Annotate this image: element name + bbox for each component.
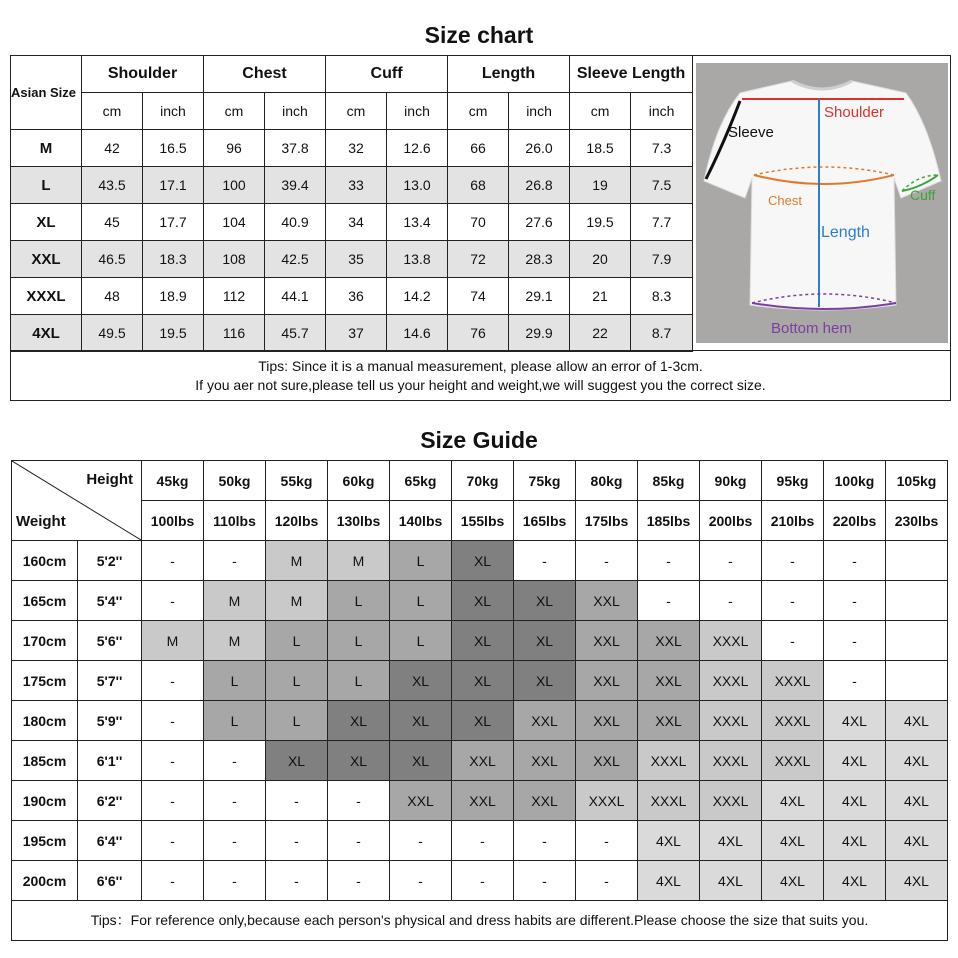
size-value: 48: [82, 278, 143, 315]
size-suggestion-cell: 4XL: [824, 781, 886, 821]
size-suggestion-cell: M: [142, 621, 204, 661]
size-value: 35: [326, 241, 387, 278]
size-suggestion-cell: 4XL: [638, 821, 700, 861]
weight-lbs-header: 210lbs: [762, 501, 824, 541]
unit-cm: cm: [204, 93, 265, 130]
size-suggestion-cell: -: [266, 781, 328, 821]
column-header: Shoulder: [82, 56, 204, 93]
weight-kg-header: 75kg: [514, 461, 576, 501]
size-value: 17.7: [143, 204, 204, 241]
column-header: Chest: [204, 56, 326, 93]
weight-kg-header: 50kg: [204, 461, 266, 501]
size-label: L: [11, 167, 82, 204]
size-value: 36: [326, 278, 387, 315]
height-row: [12, 621, 948, 661]
size-suggestion-cell: XXL: [638, 621, 700, 661]
size-suggestion-cell: XL: [328, 701, 390, 741]
weight-kg-header: 70kg: [452, 461, 514, 501]
tips-line-1: Tips: Since it is a manual measurement, please allow an error of 1-3cm.: [258, 358, 703, 374]
size-suggestion-cell: [886, 661, 948, 701]
size-suggestion-cell: L: [266, 661, 328, 701]
size-suggestion-cell: XL: [452, 701, 514, 741]
size-value: 46.5: [82, 241, 143, 278]
size-suggestion-cell: XXL: [576, 661, 638, 701]
size-value: 37.8: [265, 130, 326, 167]
shoulder-label: Shoulder: [824, 104, 885, 121]
size-value: 7.7: [631, 204, 693, 241]
size-value: 66: [448, 130, 509, 167]
size-suggestion-cell: -: [390, 861, 452, 901]
height-ft: 6'6'': [78, 861, 142, 901]
size-value: 18.5: [570, 130, 631, 167]
unit-inch: inch: [387, 93, 448, 130]
height-label: Height: [86, 471, 133, 488]
height-row: [12, 661, 948, 701]
size-suggestion-cell: -: [576, 541, 638, 581]
size-suggestion-cell: [886, 581, 948, 621]
size-suggestion-cell: 4XL: [762, 861, 824, 901]
size-suggestion-cell: XXXL: [762, 701, 824, 741]
size-chart-title: Size chart: [424, 22, 534, 48]
size-row: [11, 278, 693, 315]
size-value: 116: [204, 315, 265, 352]
size-suggestion-cell: -: [514, 861, 576, 901]
size-suggestion-cell: M: [266, 581, 328, 621]
size-suggestion-cell: XL: [452, 621, 514, 661]
size-suggestion-cell: XXXL: [700, 621, 762, 661]
size-value: 26.8: [509, 167, 570, 204]
asian-size-header: Asian Size: [11, 56, 82, 130]
size-suggestion-cell: 4XL: [700, 861, 762, 901]
size-suggestion-cell: [886, 541, 948, 581]
bottom-hem-label: Bottom hem: [771, 320, 852, 337]
height-cm: 175cm: [12, 661, 78, 701]
weight-kg-header: 45kg: [142, 461, 204, 501]
size-value: 40.9: [265, 204, 326, 241]
size-suggestion-cell: XL: [390, 661, 452, 701]
size-suggestion-cell: M: [204, 581, 266, 621]
height-row: [12, 581, 948, 621]
weight-kg-header: 60kg: [328, 461, 390, 501]
size-label: XXL: [11, 241, 82, 278]
size-suggestion-cell: L: [204, 661, 266, 701]
size-suggestion-cell: XXL: [514, 781, 576, 821]
height-row: [12, 781, 948, 821]
size-suggestion-cell: L: [328, 581, 390, 621]
size-suggestion-cell: XXL: [452, 781, 514, 821]
weight-lbs-header: 230lbs: [886, 501, 948, 541]
weight-kg-header: 55kg: [266, 461, 328, 501]
size-suggestion-cell: -: [638, 581, 700, 621]
weight-lbs-header: 175lbs: [576, 501, 638, 541]
size-value: 68: [448, 167, 509, 204]
size-suggestion-cell: XXL: [576, 741, 638, 781]
size-value: 18.3: [143, 241, 204, 278]
column-header: Cuff: [326, 56, 448, 93]
height-ft: 5'7'': [78, 661, 142, 701]
size-suggestion-cell: 4XL: [824, 701, 886, 741]
size-suggestion-cell: -: [204, 861, 266, 901]
size-value: 74: [448, 278, 509, 315]
size-suggestion-cell: -: [762, 541, 824, 581]
size-suggestion-cell: 4XL: [886, 741, 948, 781]
size-suggestion-cell: -: [204, 741, 266, 781]
size-suggestion-cell: -: [266, 861, 328, 901]
size-value: 108: [204, 241, 265, 278]
height-cm: 180cm: [12, 701, 78, 741]
length-label: Length: [821, 224, 870, 241]
size-suggestion-cell: XXXL: [700, 661, 762, 701]
size-suggestion-cell: 4XL: [824, 741, 886, 781]
size-suggestion-cell: -: [328, 821, 390, 861]
size-value: 34: [326, 204, 387, 241]
weight-lbs-header: 110lbs: [204, 501, 266, 541]
size-value: 7.3: [631, 130, 693, 167]
height-ft: 6'2'': [78, 781, 142, 821]
size-guide-tips-text: Tips：For reference only,because each person's physical and dress habits are different.Please choose the size that suits you.: [90, 912, 869, 928]
size-suggestion-cell: 4XL: [886, 701, 948, 741]
size-label: M: [11, 130, 82, 167]
size-value: 28.3: [509, 241, 570, 278]
weight-kg-header: 105kg: [886, 461, 948, 501]
size-suggestion-cell: XXL: [576, 581, 638, 621]
height-row: [12, 821, 948, 861]
size-guide-tips: [11, 900, 948, 941]
weight-lbs-header: 165lbs: [514, 501, 576, 541]
size-suggestion-cell: -: [638, 541, 700, 581]
size-suggestion-cell: XL: [452, 661, 514, 701]
size-suggestion-cell: 4XL: [700, 821, 762, 861]
size-suggestion-cell: XXL: [452, 741, 514, 781]
size-value: 37: [326, 315, 387, 352]
size-value: 8.3: [631, 278, 693, 315]
size-suggestion-cell: -: [142, 701, 204, 741]
size-value: 49.5: [82, 315, 143, 352]
height-row: [12, 701, 948, 741]
size-value: 12.6: [387, 130, 448, 167]
size-chart-tips: [10, 350, 951, 401]
size-value: 14.6: [387, 315, 448, 352]
size-suggestion-cell: L: [204, 701, 266, 741]
size-suggestion-cell: -: [204, 781, 266, 821]
size-suggestion-cell: -: [824, 541, 886, 581]
height-cm: 195cm: [12, 821, 78, 861]
size-value: 18.9: [143, 278, 204, 315]
height-cm: 160cm: [12, 541, 78, 581]
size-suggestion-cell: -: [576, 821, 638, 861]
size-suggestion-cell: -: [328, 781, 390, 821]
column-header: Sleeve Length: [570, 56, 693, 93]
height-ft: 5'2'': [78, 541, 142, 581]
size-value: 43.5: [82, 167, 143, 204]
size-value: 76: [448, 315, 509, 352]
size-suggestion-cell: XXL: [390, 781, 452, 821]
size-guide-title: Size Guide: [420, 427, 538, 453]
size-suggestion-cell: L: [390, 541, 452, 581]
size-row: [11, 315, 693, 352]
size-suggestion-cell: XXL: [638, 661, 700, 701]
size-value: 14.2: [387, 278, 448, 315]
size-chart-unit-row: [11, 93, 693, 130]
size-suggestion-cell: -: [142, 541, 204, 581]
size-suggestion-cell: -: [142, 781, 204, 821]
height-weight-corner: [12, 461, 142, 541]
unit-cm: cm: [82, 93, 143, 130]
weight-lbs-header: 120lbs: [266, 501, 328, 541]
size-guide-table: [11, 460, 948, 901]
size-suggestion-cell: XXXL: [700, 781, 762, 821]
size-value: 19.5: [143, 315, 204, 352]
size-suggestion-cell: -: [142, 661, 204, 701]
size-suggestion-cell: M: [266, 541, 328, 581]
size-value: 45: [82, 204, 143, 241]
size-suggestion-cell: XXXL: [638, 741, 700, 781]
size-suggestion-cell: XXL: [514, 741, 576, 781]
tips-line-2: If you aer not sure,please tell us your height and weight,we will suggest you the correct size.: [195, 377, 766, 393]
size-suggestion-cell: -: [700, 541, 762, 581]
size-suggestion-cell: 4XL: [638, 861, 700, 901]
size-value: 27.6: [509, 204, 570, 241]
height-ft: 5'9'': [78, 701, 142, 741]
size-row: [11, 130, 693, 167]
size-label: 4XL: [11, 315, 82, 352]
size-suggestion-cell: 4XL: [762, 781, 824, 821]
size-suggestion-cell: -: [824, 581, 886, 621]
tshirt-measurement-diagram: [696, 63, 948, 343]
size-suggestion-cell: 4XL: [762, 821, 824, 861]
unit-inch: inch: [631, 93, 693, 130]
size-suggestion-cell: -: [514, 541, 576, 581]
unit-cm: cm: [570, 93, 631, 130]
size-suggestion-cell: -: [266, 821, 328, 861]
size-suggestion-cell: -: [762, 621, 824, 661]
size-guide-lbs-row: [12, 501, 948, 541]
size-value: 70: [448, 204, 509, 241]
size-suggestion-cell: [886, 621, 948, 661]
size-suggestion-cell: XXXL: [700, 741, 762, 781]
size-suggestion-cell: -: [142, 581, 204, 621]
size-suggestion-cell: -: [824, 621, 886, 661]
size-suggestion-cell: XL: [514, 661, 576, 701]
unit-inch: inch: [265, 93, 326, 130]
size-value: 20: [570, 241, 631, 278]
height-cm: 170cm: [12, 621, 78, 661]
weight-kg-header: 85kg: [638, 461, 700, 501]
size-value: 21: [570, 278, 631, 315]
size-label: XL: [11, 204, 82, 241]
size-suggestion-cell: XL: [328, 741, 390, 781]
height-row: [12, 541, 948, 581]
height-cm: 185cm: [12, 741, 78, 781]
unit-inch: inch: [509, 93, 570, 130]
height-ft: 6'4'': [78, 821, 142, 861]
size-value: 100: [204, 167, 265, 204]
size-value: 29.1: [509, 278, 570, 315]
size-suggestion-cell: XL: [514, 621, 576, 661]
height-row: [12, 861, 948, 901]
chest-label: Chest: [768, 193, 802, 208]
size-row: [11, 241, 693, 278]
size-value: 42.5: [265, 241, 326, 278]
size-value: 8.7: [631, 315, 693, 352]
size-value: 42: [82, 130, 143, 167]
weight-kg-header: 100kg: [824, 461, 886, 501]
size-suggestion-cell: -: [762, 581, 824, 621]
size-suggestion-cell: L: [266, 701, 328, 741]
size-value: 26.0: [509, 130, 570, 167]
height-ft: 6'1'': [78, 741, 142, 781]
unit-cm: cm: [448, 93, 509, 130]
height-row: [12, 741, 948, 781]
weight-kg-header: 95kg: [762, 461, 824, 501]
size-value: 32: [326, 130, 387, 167]
size-value: 13.0: [387, 167, 448, 204]
weight-lbs-header: 220lbs: [824, 501, 886, 541]
size-suggestion-cell: XL: [452, 541, 514, 581]
size-value: 7.5: [631, 167, 693, 204]
size-suggestion-cell: 4XL: [886, 821, 948, 861]
size-suggestion-cell: -: [452, 861, 514, 901]
weight-lbs-header: 130lbs: [328, 501, 390, 541]
unit-cm: cm: [326, 93, 387, 130]
weight-lbs-header: 100lbs: [142, 501, 204, 541]
size-value: 96: [204, 130, 265, 167]
column-header: Length: [448, 56, 570, 93]
size-value: 72: [448, 241, 509, 278]
size-chart-table: [10, 55, 693, 352]
size-guide-kg-row: [12, 461, 948, 501]
size-chart-header-row: [11, 56, 693, 93]
height-cm: 165cm: [12, 581, 78, 621]
size-value: 33: [326, 167, 387, 204]
size-value: 17.1: [143, 167, 204, 204]
size-suggestion-cell: L: [328, 661, 390, 701]
size-suggestion-cell: -: [328, 861, 390, 901]
size-suggestion-cell: XXXL: [762, 741, 824, 781]
size-suggestion-cell: L: [266, 621, 328, 661]
size-value: 39.4: [265, 167, 326, 204]
size-suggestion-cell: 4XL: [886, 781, 948, 821]
weight-label: Weight: [16, 513, 66, 530]
size-suggestion-cell: XXL: [576, 621, 638, 661]
size-suggestion-cell: -: [390, 821, 452, 861]
size-suggestion-cell: 4XL: [824, 821, 886, 861]
size-suggestion-cell: 4XL: [824, 861, 886, 901]
size-suggestion-cell: -: [452, 821, 514, 861]
size-suggestion-cell: XXL: [638, 701, 700, 741]
size-row: [11, 204, 693, 241]
size-suggestion-cell: XXL: [576, 701, 638, 741]
weight-lbs-header: 185lbs: [638, 501, 700, 541]
size-suggestion-cell: XXXL: [576, 781, 638, 821]
size-value: 29.9: [509, 315, 570, 352]
height-ft: 5'6'': [78, 621, 142, 661]
size-value: 19.5: [570, 204, 631, 241]
weight-kg-header: 90kg: [700, 461, 762, 501]
size-suggestion-cell: M: [204, 621, 266, 661]
size-suggestion-cell: XXXL: [762, 661, 824, 701]
size-suggestion-cell: -: [204, 821, 266, 861]
size-suggestion-cell: -: [576, 861, 638, 901]
size-suggestion-cell: XXXL: [700, 701, 762, 741]
weight-kg-header: 80kg: [576, 461, 638, 501]
sleeve-label: Sleeve: [728, 124, 774, 141]
size-value: 112: [204, 278, 265, 315]
size-value: 7.9: [631, 241, 693, 278]
size-suggestion-cell: L: [328, 621, 390, 661]
size-value: 13.4: [387, 204, 448, 241]
size-suggestion-cell: XL: [452, 581, 514, 621]
height-cm: 190cm: [12, 781, 78, 821]
cuff-label: Cuff: [910, 187, 936, 203]
size-suggestion-cell: XL: [266, 741, 328, 781]
size-label: XXXL: [11, 278, 82, 315]
height-cm: 200cm: [12, 861, 78, 901]
weight-kg-header: 65kg: [390, 461, 452, 501]
size-suggestion-cell: -: [142, 861, 204, 901]
size-suggestion-cell: -: [824, 661, 886, 701]
size-value: 104: [204, 204, 265, 241]
size-row: [11, 167, 693, 204]
size-value: 13.8: [387, 241, 448, 278]
weight-lbs-header: 200lbs: [700, 501, 762, 541]
size-value: 45.7: [265, 315, 326, 352]
size-suggestion-cell: XL: [514, 581, 576, 621]
size-suggestion-cell: -: [514, 821, 576, 861]
size-suggestion-cell: L: [390, 621, 452, 661]
size-suggestion-cell: XXL: [514, 701, 576, 741]
size-value: 19: [570, 167, 631, 204]
size-suggestion-cell: -: [700, 581, 762, 621]
size-suggestion-cell: M: [328, 541, 390, 581]
height-ft: 5'4'': [78, 581, 142, 621]
size-suggestion-cell: XXXL: [638, 781, 700, 821]
size-value: 22: [570, 315, 631, 352]
size-suggestion-cell: L: [390, 581, 452, 621]
unit-inch: inch: [143, 93, 204, 130]
size-suggestion-cell: XL: [390, 701, 452, 741]
size-value: 16.5: [143, 130, 204, 167]
size-value: 44.1: [265, 278, 326, 315]
weight-lbs-header: 140lbs: [390, 501, 452, 541]
size-suggestion-cell: -: [142, 821, 204, 861]
size-suggestion-cell: 4XL: [886, 861, 948, 901]
size-suggestion-cell: -: [204, 541, 266, 581]
size-suggestion-cell: XL: [390, 741, 452, 781]
size-suggestion-cell: -: [142, 741, 204, 781]
weight-lbs-header: 155lbs: [452, 501, 514, 541]
